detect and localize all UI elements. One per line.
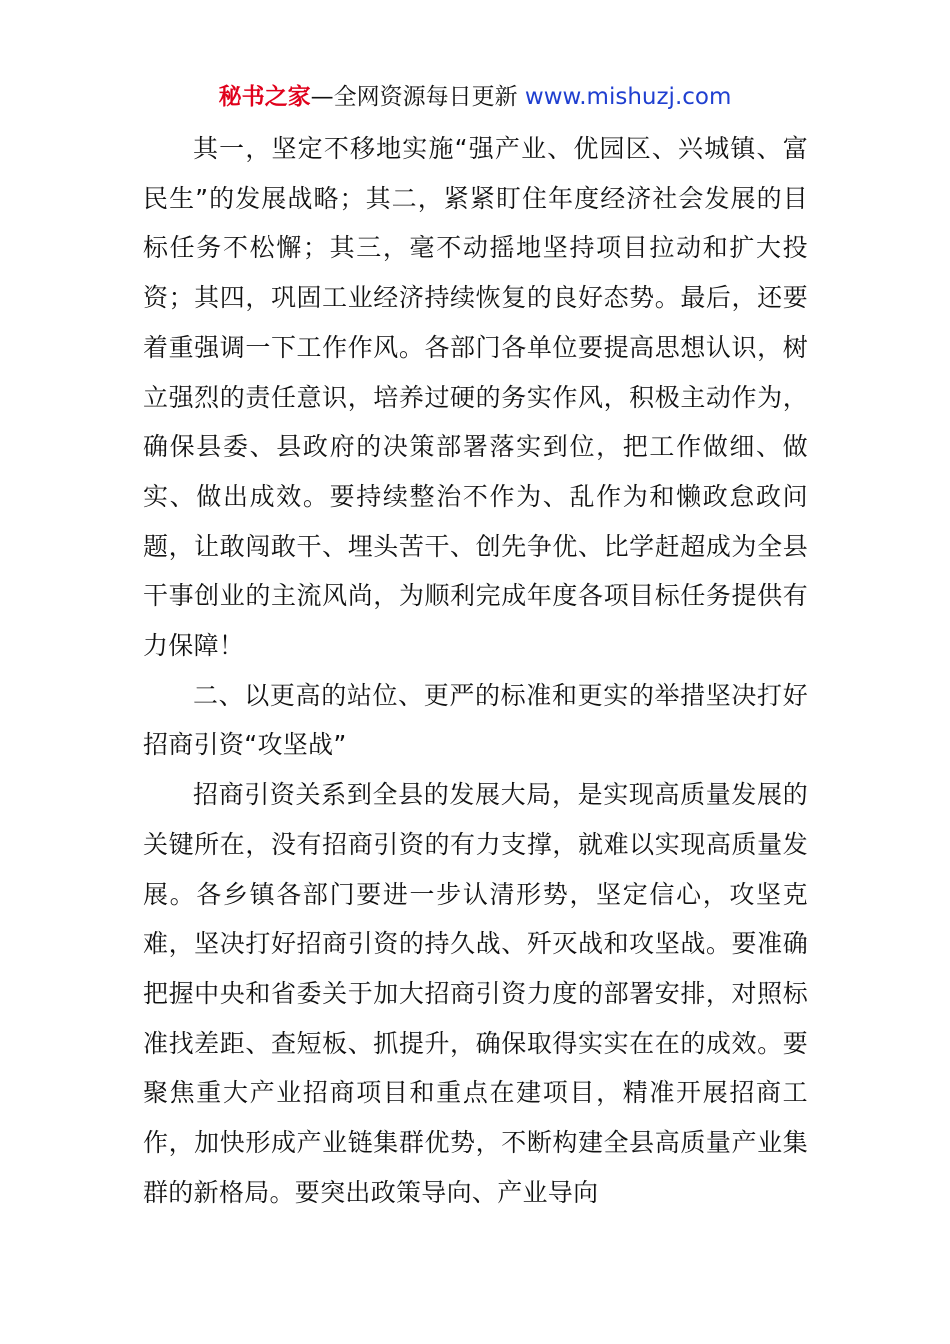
site-url-link[interactable]: www.mishuzj.com [524, 84, 732, 110]
brand-name: 秘书之家 [218, 84, 311, 110]
paragraph-3: 招商引资关系到全县的发展大局，是实现高质量发展的关键所在，没有招商引资的有力支撑，就难以实现高质量发展。各乡镇各部门要进一步认清形势，坚定信心，攻坚克难，坚决打好招商引资的持久战、歼灭战和攻坚战。要准确把握中央和省委关于加大招商引资力度的部署安排，对照标准找差距、查短板、抓提升，确保取得实实在在的成效。要聚焦重大产业招商项目和重点在建项目，精准开展招商工作，加快形成产业链集群优势，不断构建全县高质量产业集群的新格局。要突出政策导向、产业导向 [143, 780, 808, 1207]
paragraph-1: 其一，坚定不移地实施“强产业、优园区、兴城镇、富民生”的发展战略；其二，紧紧盯住年度经济社会发展的目标任务不松懈；其三，毫不动摇地坚持项目拉动和扩大投资；其四，巩固工业经济持续恢复的良好态势。最后，还要着重强调一下工作作风。各部门各单位要提高思想认识，树立强烈的责任意识，培养过硬的务实作风，积极主动作为，确保县委、县政府的决策部署落实到位，把工作做细、做实、做出成效。要持续整治不作为、乱作为和懒政怠政问题，让敢闯敢干、埋头苦干、创先争优、比学赶超成为全县干事创业的主流风尚，为顺利完成年度各项目标任务提供有力保障！ [143, 134, 808, 661]
section-heading-2: 二、以更高的站位、更严的标准和更实的举措坚决打好招商引资“攻坚战” [143, 680, 808, 760]
header-slogan: —全网资源每日更新 [310, 84, 518, 110]
page-header [0, 82, 950, 112]
document-body [143, 124, 808, 1217]
